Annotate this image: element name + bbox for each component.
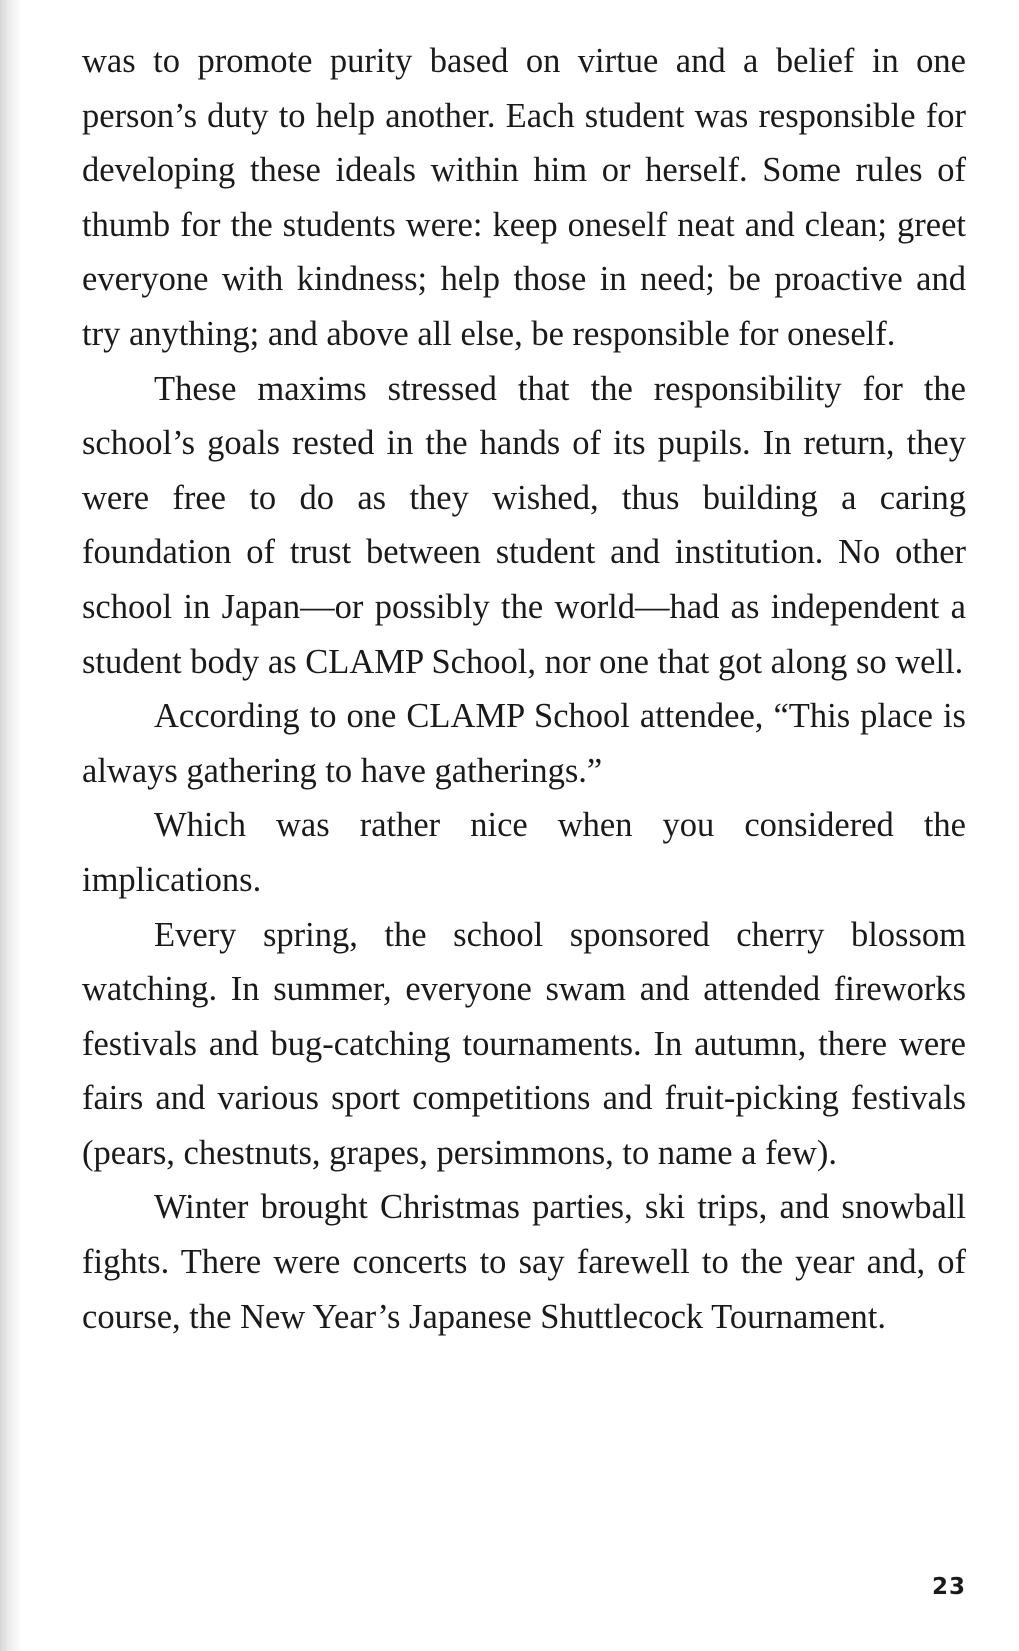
body-text xyxy=(82,34,966,1344)
paragraph: According to one CLAMP School attendee, “This place is always gathering to have gatherings.” xyxy=(82,697,966,790)
paragraph: Which was rather nice when you considered the implications. xyxy=(82,806,966,899)
paragraph-continued: was to promote purity based on virtue and a belief in one person’s duty to help another. Each student was responsible for developing these ideals within him or herself. Some rules of thumb for the students were: keep oneself neat and clean; greet everyone with kindness; help those in need; be proactive and try anything; and above all else, be responsible for oneself. xyxy=(82,42,966,353)
spine-shadow xyxy=(0,0,22,1651)
paragraph: Winter brought Christmas parties, ski trips, and snowball fights. There were concerts to say farewell to the year and, of course, the New Year’s Japanese Shuttlecock Tournament. xyxy=(82,1188,966,1336)
page-number: 23 xyxy=(931,1574,966,1600)
paragraph: Every spring, the school sponsored cherry blossom watching. In summer, everyone swam and attended fireworks festivals and bug-catching tournaments. In autumn, there were fairs and various sport competitions and fruit-picking festivals (pears, chestnuts, grapes, persimmons, to name a few). xyxy=(82,915,966,1172)
paragraph: These maxims stressed that the responsibility for the school’s goals rested in the hands of its pupils. In return, they were free to do as they wished, thus building a caring foundation of trust between student and institution. No other school in Japan—or possibly the world—had as independent a student body as CLAMP School, nor one that got along so well. xyxy=(82,369,966,681)
